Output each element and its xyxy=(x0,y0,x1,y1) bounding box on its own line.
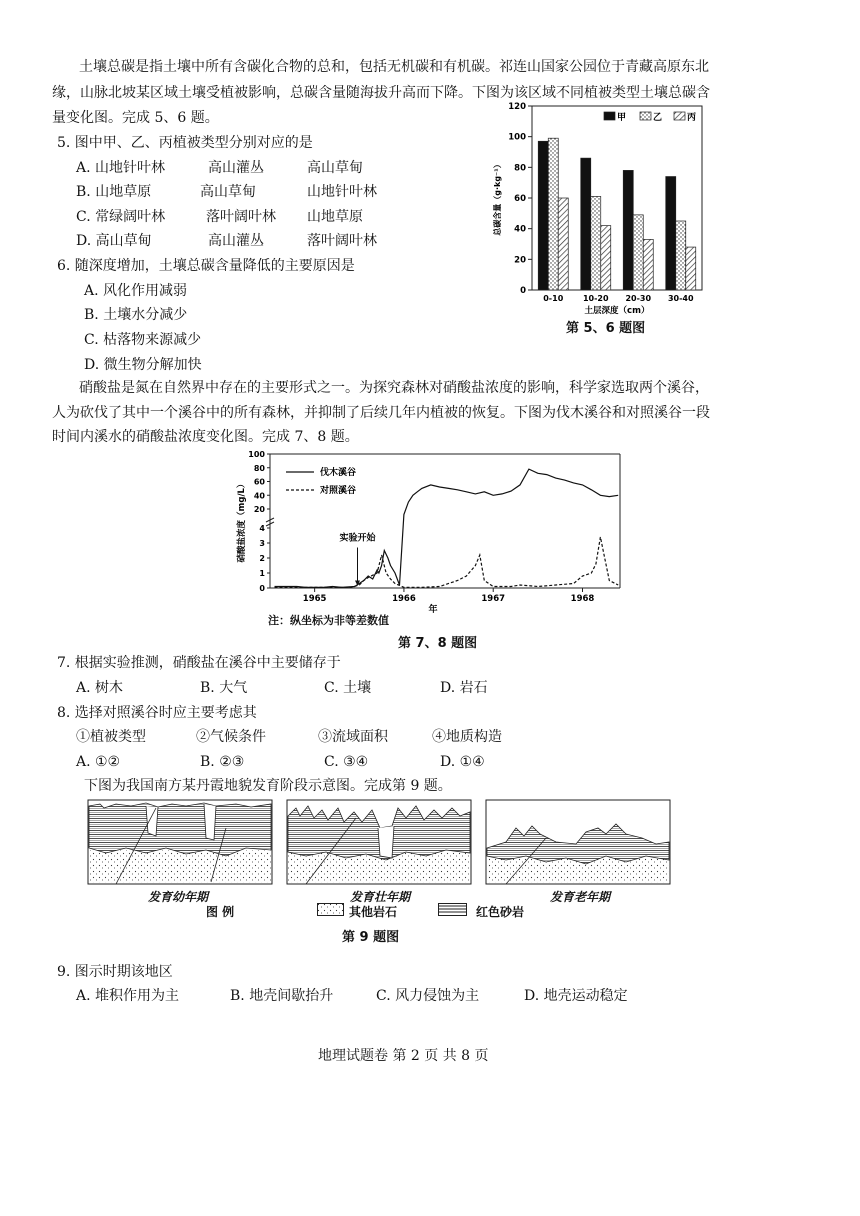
fig56-legend-label: 丙 xyxy=(687,113,697,123)
fig78-ytick-label: 2 xyxy=(259,554,265,563)
fig78-ytick-label: 0 xyxy=(259,584,265,593)
intro2-line3: 时间内溪水的硝酸盐浓度变化图。完成 7、8 题。 xyxy=(52,429,359,445)
fig78-note: 注：纵坐标为非等差数值 xyxy=(268,614,389,627)
fig78-xtick-label: 1968 xyxy=(570,594,595,604)
fig56-xlabel: 土层深度（cm） xyxy=(584,306,650,316)
q5-a-1: A. 山地针叶林 xyxy=(76,160,166,176)
fig56-bar-乙 xyxy=(633,215,643,290)
fig56-bar-丙 xyxy=(601,226,611,290)
fig56-bar-甲 xyxy=(538,141,548,290)
q8-option-b[interactable]: B. ②③ xyxy=(200,754,245,770)
fig56-bar-丙 xyxy=(686,247,696,290)
fig56-ytick-label: 20 xyxy=(514,255,526,266)
fig78-ytick-label: 4 xyxy=(259,524,265,533)
q9-option-b[interactable]: B. 地壳间歇抬升 xyxy=(230,988,334,1004)
intro3: 下图为我国南方某丹霞地貌发育阶段示意图。完成第 9 题。 xyxy=(84,778,452,794)
fig56-ytick-label: 120 xyxy=(508,102,526,112)
q8-item-4: ④地质构造 xyxy=(432,729,502,745)
q8-item-1: ①植被类型 xyxy=(76,729,146,745)
fig9-stage-old xyxy=(486,800,670,884)
fig78-ylabel: 硝酸盐浓度（mg/L） xyxy=(237,479,247,563)
fig56-legend-label: 甲 xyxy=(617,113,627,123)
fig78-annotation: 实验开始 xyxy=(339,533,376,544)
q5-b-3: 山地针叶林 xyxy=(307,184,377,200)
intro2-line1: 硝酸盐是氮在自然界中存在的主要形式之一。为探究森林对硝酸盐浓度的影响，科学家选取两个溪谷， xyxy=(79,380,709,396)
fig78-legend-label: 对照溪谷 xyxy=(320,486,357,496)
fig56-bar-乙 xyxy=(591,196,601,290)
q5-d-3: 落叶阔叶林 xyxy=(307,233,377,249)
fig56-legend-swatch xyxy=(640,112,651,120)
q5-b-1: B. 山地草原 xyxy=(76,184,152,200)
fig56-caption: 第 5、6 题图 xyxy=(566,321,646,336)
fig9-legend-swatch-sandstone xyxy=(438,903,468,917)
fig9-diagrams xyxy=(86,798,672,886)
fig56-xtick-label: 0-10 xyxy=(543,294,564,303)
q8-stem: 8. 选择对照溪谷时应主要考虑其 xyxy=(57,705,257,721)
fig56-bar-乙 xyxy=(676,221,686,290)
intro1-line3: 量变化图。完成 5、6 题。 xyxy=(52,110,219,126)
fig78-xtick-label: 1966 xyxy=(392,594,416,604)
fig78-ytick-label: 3 xyxy=(259,539,265,548)
fig56-bar-chart xyxy=(488,96,718,336)
fig78-line-chart xyxy=(232,448,632,630)
q8-item-2: ②气候条件 xyxy=(196,729,266,745)
q5-d-2: 高山灌丛 xyxy=(208,233,264,249)
q9-stem: 9. 图示时期该地区 xyxy=(57,964,173,980)
q5-d-1: D. 高山草甸 xyxy=(76,233,152,249)
fig56-ytick-label: 100 xyxy=(508,132,526,143)
fig56-ytick-label: 60 xyxy=(514,194,526,204)
fig56-ytick-label: 0 xyxy=(520,286,526,296)
fig9-legend-sandstone: 红色砂岩 xyxy=(476,905,525,919)
fig56-ytick-label: 40 xyxy=(514,224,526,235)
fig78-ytick-label: 20 xyxy=(253,505,265,514)
fig56-legend-swatch xyxy=(674,112,685,120)
q6-option-a[interactable]: A. 风化作用减弱 xyxy=(84,283,188,299)
q5-c-1: C. 常绿阔叶林 xyxy=(76,209,166,225)
q9-option-a[interactable]: A. 堆积作用为主 xyxy=(76,988,180,1004)
q7-option-d[interactable]: D. 岩石 xyxy=(440,680,488,696)
fig56-ytick-label: 80 xyxy=(514,163,526,174)
fig56-legend-label: 乙 xyxy=(653,113,663,123)
fig56-bar-甲 xyxy=(623,170,633,290)
fig56-bar-丙 xyxy=(558,198,568,290)
fig78-ytick-label: 40 xyxy=(253,491,265,501)
q5-b-2: 高山草甸 xyxy=(200,184,256,200)
q7-option-b[interactable]: B. 大气 xyxy=(200,680,248,696)
q9-option-d[interactable]: D. 地壳运动稳定 xyxy=(524,988,628,1004)
q9-option-c[interactable]: C. 风力侵蚀为主 xyxy=(376,988,480,1004)
q5-a-2: 高山灌丛 xyxy=(208,160,264,176)
q7-option-c[interactable]: C. 土壤 xyxy=(324,680,372,696)
fig78-ytick-label: 1 xyxy=(259,569,265,578)
fig78-ytick-label: 60 xyxy=(253,477,265,487)
fig56-bar-甲 xyxy=(581,158,591,290)
fig78-caption: 第 7、8 题图 xyxy=(398,636,478,651)
fig56-legend-swatch xyxy=(604,112,615,120)
fig56-bar-甲 xyxy=(666,177,676,290)
q7-option-a[interactable]: A. 树木 xyxy=(76,680,124,696)
q6-stem: 6. 随深度增加，土壤总碳含量降低的主要原因是 xyxy=(57,258,355,274)
page-footer: 地理试题卷 第 2 页 共 8 页 xyxy=(318,1048,489,1064)
fig9-stage-mature xyxy=(287,800,471,884)
intro1-line1: 土壤总碳是指土壤中所有含碳化合物的总和，包括无机碳和有机碳。祁连山国家公园位于青藏高原东北 xyxy=(79,59,709,75)
fig78-ytick-label: 80 xyxy=(253,463,265,473)
q5-c-2: 落叶阔叶林 xyxy=(206,209,276,225)
q6-option-b[interactable]: B. 土壤水分减少 xyxy=(84,307,188,323)
fig56-bar-丙 xyxy=(643,239,653,290)
q6-option-c[interactable]: C. 枯落物来源减少 xyxy=(84,332,202,348)
fig78-xtick-label: 1965 xyxy=(302,594,327,604)
fig78-ytick-label: 100 xyxy=(248,450,265,459)
fig56-xtick-label: 10-20 xyxy=(582,294,609,303)
fig9-stage-young xyxy=(88,800,272,884)
fig9-legend-title: 图 例 xyxy=(206,905,235,919)
q8-option-c[interactable]: C. ③④ xyxy=(324,754,369,770)
q5-c-3: 山地草原 xyxy=(307,209,363,225)
intro2-line2: 人为砍伐了其中一个溪谷中的所有森林，并抑制了后续几年内植被的恢复。下图为伐木溪谷和对照溪谷一段 xyxy=(52,405,710,421)
fig56-xtick-label: 30-40 xyxy=(667,294,694,303)
q6-option-d[interactable]: D. 微生物分解加快 xyxy=(84,357,202,373)
q7-stem: 7. 根据实验推测，硝酸盐在溪谷中主要储存于 xyxy=(57,655,341,671)
fig9-stage-label-2: 发育壮年期 xyxy=(350,890,411,904)
q5-a-3: 高山草甸 xyxy=(307,160,363,176)
fig78-series-对照溪谷 xyxy=(275,537,619,587)
q8-option-a[interactable]: A. ①② xyxy=(76,754,121,770)
fig78-xtick-label: 1967 xyxy=(481,594,506,604)
fig9-stage-label-3: 发育老年期 xyxy=(550,890,611,904)
fig9-legend-swatch-rock xyxy=(317,903,345,917)
fig56-xtick-label: 20-30 xyxy=(625,294,652,303)
q8-option-d[interactable]: D. ①④ xyxy=(440,754,485,770)
fig9-caption: 第 9 题图 xyxy=(342,930,400,945)
fig78-legend-label: 伐木溪谷 xyxy=(320,468,357,478)
intro1-line2: 缘，山脉北坡某区域土壤受植被影响，总碳含量随海拔升高而下降。下图为该区域不同植被类型土壤总碳含 xyxy=(52,85,710,101)
fig56-bar-乙 xyxy=(548,138,558,290)
fig9-legend-rock: 其他岩石 xyxy=(349,905,398,919)
q5-stem: 5. 图中甲、乙、丙植被类型分别对应的是 xyxy=(57,135,313,151)
fig78-xlabel: 年 xyxy=(428,605,438,615)
fig9-stage-label-1: 发育幼年期 xyxy=(148,890,209,904)
fig56-ylabel: 总碳含量（g·kg⁻¹） xyxy=(493,160,502,236)
q8-item-3: ③流域面积 xyxy=(318,729,388,745)
